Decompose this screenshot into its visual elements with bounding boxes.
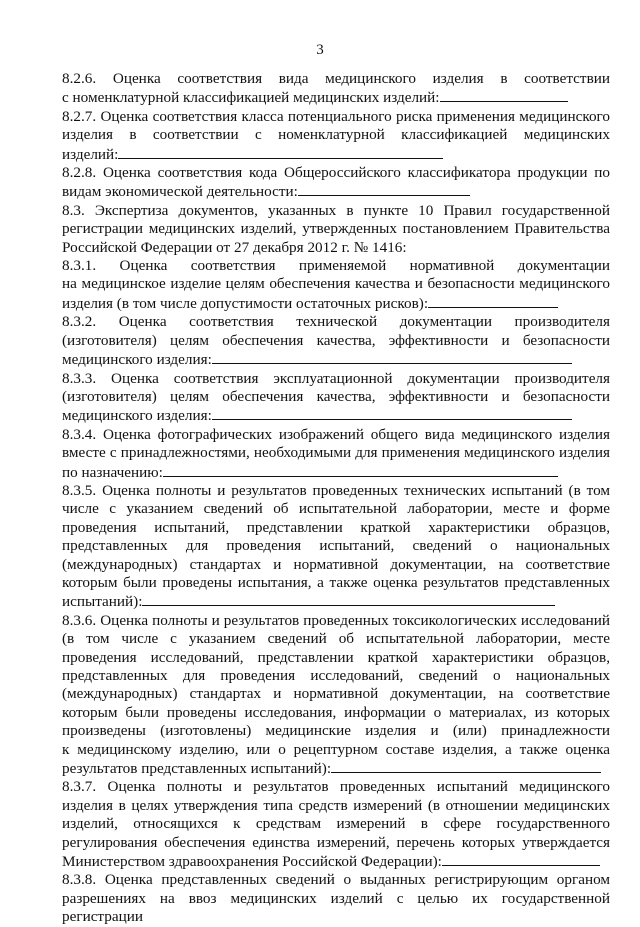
line-text: изделия в соответствии с номенклатурной классификацией медицинских bbox=[62, 126, 610, 144]
line-text: изделия (в том числе допустимости остаточных рисков): bbox=[62, 294, 429, 312]
text-line bbox=[62, 890, 610, 927]
paragraph bbox=[62, 257, 610, 313]
text-line bbox=[62, 519, 610, 537]
text-line bbox=[62, 145, 610, 164]
fill-in-blank bbox=[428, 294, 558, 308]
line-text: Министерством здравоохранения Российской Федерации): bbox=[62, 853, 442, 871]
line-text: 8.3. Экспертиза документов, указанных в пункте 10 Правил государственной bbox=[62, 201, 610, 219]
text-line bbox=[62, 88, 610, 107]
text-line bbox=[62, 852, 610, 871]
text-line bbox=[62, 797, 610, 815]
text-line bbox=[62, 370, 610, 388]
text-line bbox=[62, 778, 610, 796]
text-line bbox=[62, 426, 610, 444]
line-text: Российской Федерации от 27 декабря 2012 г. № 1416: bbox=[62, 238, 407, 256]
line-text: 8.2.8. Оценка соответствия кода Общероссийского классификатора продукции по bbox=[62, 164, 610, 182]
text-line bbox=[62, 332, 610, 350]
document-body bbox=[62, 70, 610, 927]
line-text: которым были проведены исследования, информации о материалах, из которых bbox=[62, 703, 610, 721]
line-text: медицинского изделия: bbox=[62, 407, 212, 425]
fill-in-blank bbox=[442, 852, 600, 866]
text-line bbox=[62, 70, 610, 88]
text-line bbox=[62, 574, 610, 592]
paragraph bbox=[62, 871, 610, 926]
fill-in-blank bbox=[163, 463, 558, 477]
line-text: 8.2.6. Оценка соответствия вида медицинского изделия в соответствии bbox=[62, 70, 610, 87]
paragraph bbox=[62, 612, 610, 779]
text-line bbox=[62, 834, 610, 852]
line-text: изделий: bbox=[62, 145, 119, 163]
text-line bbox=[62, 667, 610, 685]
fill-in-blank bbox=[212, 406, 572, 420]
line-text: (изготовителя) целям обеспечения качества, эффективности и безопасности bbox=[62, 331, 610, 349]
line-text: произведены (изготовлены) медицинские изделия и (или) принадлежности bbox=[62, 722, 610, 740]
line-text: изделия в целях утверждения типа средств измерений (в отношении медицинских bbox=[62, 796, 610, 814]
line-text: медицинского изделия: bbox=[62, 351, 212, 369]
line-text: с номенклатурной классификацией медицинских изделий: bbox=[62, 89, 440, 107]
line-text: к медицинскому изделию, или о рецептурном составе изделия, а также оценка bbox=[62, 740, 610, 758]
page-number: 3 bbox=[316, 42, 324, 58]
fill-in-blank bbox=[142, 592, 555, 606]
text-line bbox=[62, 182, 610, 201]
line-text: 8.3.2. Оценка соответствия технической документации производителя bbox=[62, 313, 610, 331]
text-line bbox=[62, 350, 610, 369]
text-line bbox=[62, 612, 610, 630]
line-text: проведения исследований, представлении краткой характеристики образцов, bbox=[62, 648, 610, 666]
text-line bbox=[62, 257, 610, 275]
paragraph bbox=[62, 426, 610, 482]
paragraph bbox=[62, 108, 610, 164]
line-text: регулирования обеспечения единства измерений, перечень которых утверждается bbox=[62, 833, 610, 851]
text-line bbox=[62, 871, 610, 889]
line-text: регистрации медицинских изделий, утвержденных постановлением Правительства bbox=[62, 220, 610, 238]
line-text: 8.3.5. Оценка полноты и результатов проведенных технических испытаний (в том bbox=[62, 481, 610, 499]
paragraph bbox=[62, 778, 610, 871]
text-line bbox=[62, 815, 610, 833]
text-line bbox=[62, 294, 610, 313]
line-text: 8.3.3. Оценка соответствия эксплуатационной документации производителя bbox=[62, 369, 610, 387]
line-text: испытаний): bbox=[62, 593, 143, 611]
text-line bbox=[62, 164, 610, 182]
line-text: видам экономической деятельности: bbox=[62, 183, 298, 201]
paragraph bbox=[62, 313, 610, 369]
line-text: которым были проведены испытания, а также оценка результатов представленных bbox=[62, 573, 610, 591]
line-text: (изготовителя) целям обеспечения качества, эффективности и безопасности bbox=[62, 387, 610, 405]
text-line bbox=[62, 239, 610, 257]
text-line bbox=[62, 108, 610, 126]
text-line bbox=[62, 685, 610, 703]
text-line bbox=[62, 202, 610, 220]
paragraph bbox=[62, 164, 610, 202]
text-line bbox=[62, 592, 610, 611]
line-text: представленных для проведения испытаний, сведений о национальных bbox=[62, 537, 610, 555]
paragraph bbox=[62, 70, 610, 108]
line-text: изделий, относящихся к средствам измерений в сфере государственного bbox=[62, 815, 610, 833]
line-text: результатов представленных испытаний): bbox=[62, 760, 332, 778]
text-line bbox=[62, 482, 610, 500]
text-line bbox=[62, 313, 610, 331]
line-text: по назначению: bbox=[62, 463, 163, 481]
text-line bbox=[62, 722, 610, 740]
text-line bbox=[62, 759, 610, 778]
fill-in-blank bbox=[440, 88, 568, 102]
line-text: числе с указанием сведений об испытательной лаборатории, месте и форме bbox=[62, 500, 610, 518]
line-text: (международных) стандартах и нормативной документации, на соответствие bbox=[62, 555, 610, 573]
fill-in-blank bbox=[118, 145, 443, 159]
text-line bbox=[62, 704, 610, 722]
text-line bbox=[62, 537, 610, 555]
line-text: вместе с принадлежностями, необходимыми для применения медицинского изделия bbox=[62, 444, 610, 462]
text-line bbox=[62, 649, 610, 667]
line-text: 8.3.7. Оценка полноты и результатов проведенных испытаний медицинского bbox=[62, 778, 610, 796]
text-line bbox=[62, 741, 610, 759]
paragraph bbox=[62, 202, 610, 257]
text-line bbox=[62, 630, 610, 648]
text-line bbox=[62, 275, 610, 293]
text-line bbox=[62, 444, 610, 462]
text-line bbox=[62, 463, 610, 482]
fill-in-blank bbox=[331, 759, 601, 773]
text-line bbox=[62, 406, 610, 425]
line-text: 8.3.1. Оценка соответствия применяемой нормативной документации bbox=[62, 257, 610, 275]
line-text: 8.3.4. Оценка фотографических изображений общего вида медицинского изделия bbox=[62, 425, 610, 443]
text-line bbox=[62, 126, 610, 144]
line-text: (международных) стандартах и нормативной документации, на соответствие bbox=[62, 685, 610, 703]
line-text: разрешениях на ввоз медицинских изделий с целью их государственной регистрации bbox=[62, 889, 610, 926]
fill-in-blank bbox=[212, 350, 572, 364]
text-line bbox=[62, 388, 610, 406]
line-text: представленных для проведения исследований, сведений о национальных bbox=[62, 667, 610, 684]
fill-in-blank bbox=[298, 182, 470, 196]
line-text: проведения испытаний, представлении краткой характеристики образцов, bbox=[62, 518, 610, 536]
line-text: на медицинское изделие целям обеспечения качества и безопасности медицинского bbox=[62, 275, 610, 293]
paragraph bbox=[62, 370, 610, 426]
line-text: 8.3.8. Оценка представленных сведений о выданных регистрирующим органом bbox=[62, 871, 610, 889]
text-line bbox=[62, 500, 610, 518]
text-line bbox=[62, 556, 610, 574]
text-line bbox=[62, 220, 610, 238]
paragraph bbox=[62, 482, 610, 612]
line-text: (в том числе с указанием сведений об испытательной лаборатории, месте bbox=[62, 630, 610, 648]
line-text: 8.2.7. Оценка соответствия класса потенциального риска применения медицинского bbox=[62, 107, 610, 125]
line-text: 8.3.6. Оценка полноты и результатов проведенных токсикологических исследований bbox=[62, 611, 610, 629]
